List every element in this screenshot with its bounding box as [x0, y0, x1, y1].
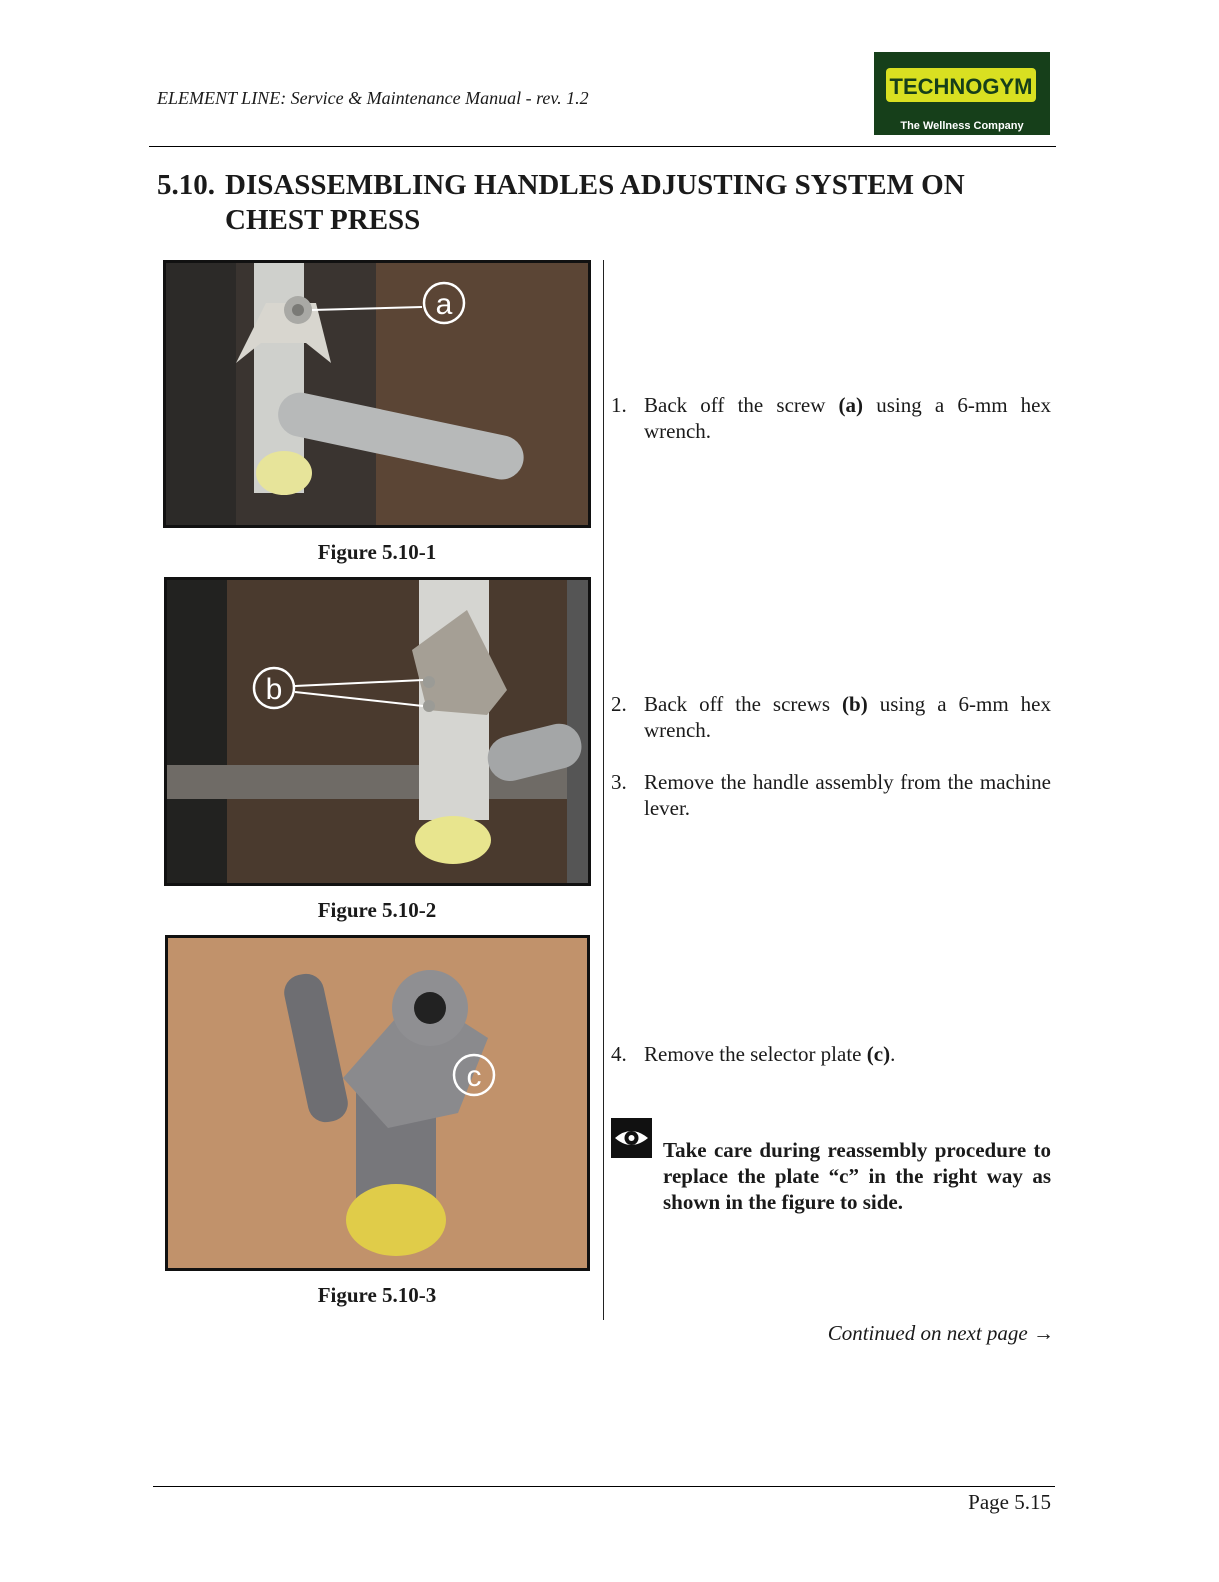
step-text: Back off the screws — [644, 692, 843, 716]
step-text: using a 6-mm hex wrench. — [644, 692, 1052, 742]
step-2 — [611, 691, 1051, 743]
step-text: Remove the selector plate — [644, 1042, 867, 1066]
callout-b: b — [265, 673, 283, 706]
section-title-line2: CHEST PRESS — [225, 204, 421, 236]
step-number: 4. — [611, 1042, 627, 1066]
step-3 — [611, 769, 1051, 821]
section-number: 5.10. — [157, 169, 215, 201]
attention-note: Take care during reassembly procedure to replace the plate “c” in the right way as shown in the figure to side. — [663, 1138, 1051, 1214]
callout-a: a — [435, 288, 453, 321]
figure-5-10-1-photo — [163, 260, 591, 528]
footer-divider — [153, 1486, 1055, 1487]
step-text: Back off the screw — [644, 393, 839, 417]
callout-c: c — [466, 1060, 482, 1093]
figure-caption: Figure 5.10-3 — [317, 1283, 437, 1307]
step-text: using a 6-mm hex wrench. — [644, 393, 1052, 443]
figure-5-10-3-photo — [165, 935, 590, 1271]
step-1 — [611, 392, 1051, 444]
header-divider — [149, 146, 1056, 147]
header-title: ELEMENT LINE: Service & Maintenance Manual - rev. 1.2 — [157, 88, 589, 108]
step-number: 1. — [611, 393, 627, 417]
eye-icon — [611, 1118, 652, 1158]
step-reference: (b) — [842, 692, 868, 716]
column-divider — [603, 260, 604, 1320]
continued-label: Continued on next page → — [827, 1321, 1054, 1345]
figure-5-10-2-photo — [164, 577, 591, 886]
step-number: 3. — [611, 770, 627, 794]
step-reference: (c) — [866, 1042, 891, 1066]
step-text: Remove the handle assembly from the machine lever. — [644, 770, 1051, 820]
step-text: . — [890, 1042, 896, 1066]
section-title — [157, 168, 965, 238]
step-number: 2. — [611, 692, 627, 716]
figure-caption: Figure 5.10-1 — [317, 540, 437, 564]
logo-tagline: The Wellness Company — [900, 120, 1024, 132]
step-4 — [611, 1041, 1051, 1067]
page-number: Page 5.15 — [968, 1490, 1051, 1514]
logo-wordmark: TECHNOGYM — [889, 74, 1033, 99]
figure-caption: Figure 5.10-2 — [317, 898, 437, 922]
step-reference: (a) — [838, 393, 864, 417]
technogym-logo — [874, 52, 1050, 135]
section-title-line1: DISASSEMBLING HANDLES ADJUSTING SYSTEM ON — [225, 169, 965, 201]
